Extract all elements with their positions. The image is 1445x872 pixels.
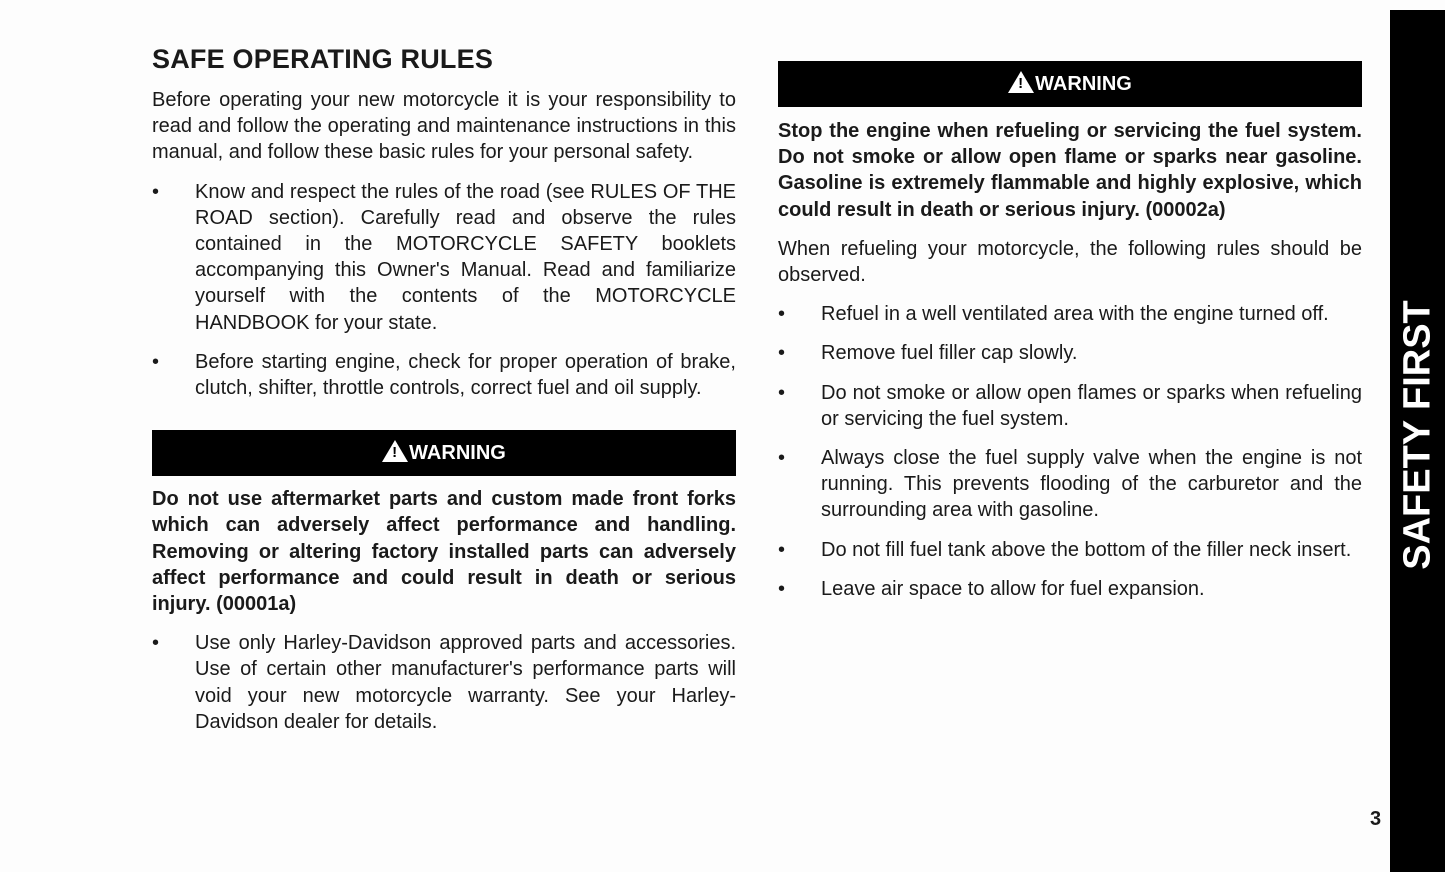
page-number: 3 xyxy=(1370,808,1382,830)
section-tab-label: SAFETY FIRST xyxy=(1396,300,1439,570)
list-item-text: Do not fill fuel tank above the bottom of the filler neck insert. xyxy=(821,538,1352,561)
list-item xyxy=(778,445,1362,524)
left-column xyxy=(152,44,736,735)
rules-list xyxy=(152,179,736,402)
bullet: • xyxy=(778,447,786,470)
bullet: • xyxy=(152,350,160,373)
bullet: • xyxy=(152,180,160,203)
list-item-text: Remove fuel filler cap slowly. xyxy=(821,342,1078,365)
parts-list xyxy=(152,630,736,735)
list-item xyxy=(152,630,736,735)
list-item-text: Leave air space to allow for fuel expansion. xyxy=(821,577,1205,600)
warning-text: Stop the engine when refueling or servicing the fuel system. Do not smoke or allow open flame or sparks near gasoline. Gasoline is extremely flammable and highly explosive, which could result in death or serious injury. (00002a) xyxy=(778,120,1362,221)
warning-triangle-icon xyxy=(382,440,408,462)
bullet: • xyxy=(778,381,786,404)
bullet: • xyxy=(778,577,786,600)
warning-banner xyxy=(152,430,736,476)
list-item xyxy=(152,179,736,336)
list-item xyxy=(778,340,1362,366)
bullet: • xyxy=(778,538,786,561)
warning-label: WARNING xyxy=(409,441,506,464)
warning-text: Do not use aftermarket parts and custom made front forks which can adversely affect performance and handling. Removing or altering factory installed parts can adversely affect performance and could result in death or serious injury. (00001a) xyxy=(152,488,736,616)
list-item xyxy=(152,349,736,401)
warning-banner xyxy=(778,61,1362,107)
list-item xyxy=(778,537,1362,563)
bullet: • xyxy=(778,303,786,326)
list-item-text: Refuel in a well ventilated area with the engine turned off. xyxy=(821,303,1329,326)
warning-triangle-icon xyxy=(1008,71,1034,93)
bullet: • xyxy=(778,342,786,365)
list-item xyxy=(778,576,1362,602)
warning-label: WARNING xyxy=(1035,72,1132,95)
intro-paragraph: Before operating your new motorcycle it is your responsibility to read and follow the operating and maintenance instructions in this manual, and follow these basic rules for your personal safety. xyxy=(152,89,736,164)
list-item-text: Always close the fuel supply valve when the engine is not running. This prevents flooding of the carburetor and the surrounding area with gasoline. xyxy=(821,447,1362,522)
list-item-text: Before starting engine, check for proper operation of brake, clutch, shifter, throttle controls, correct fuel and oil supply. xyxy=(195,350,736,400)
refuel-intro: When refueling your motorcycle, the following rules should be observed. xyxy=(778,237,1362,287)
list-item-text: Know and respect the rules of the road (see RULES OF THE ROAD section). Carefully read and observe the rules contained in the MOTORCYCLE SAFETY booklets accompanying this Owner's Manual. Read and familiarize yourself with the contents of the MOTORCYCLE HANDBOOK for your state. xyxy=(195,180,736,334)
section-title: SAFE OPERATING RULES xyxy=(152,44,494,74)
list-item-text: Use only Harley-Davidson approved parts and accessories. Use of certain other manufacturer's performance parts will void your new motorcycle warranty. See your Harley-Davidson dealer for details. xyxy=(195,632,736,733)
list-item xyxy=(778,301,1362,327)
list-item-text: Do not smoke or allow open flames or sparks when refueling or servicing the fuel system. xyxy=(821,381,1362,430)
refuel-list xyxy=(778,301,1362,602)
list-item xyxy=(778,380,1362,432)
bullet: • xyxy=(152,632,160,655)
right-column xyxy=(778,61,1362,602)
